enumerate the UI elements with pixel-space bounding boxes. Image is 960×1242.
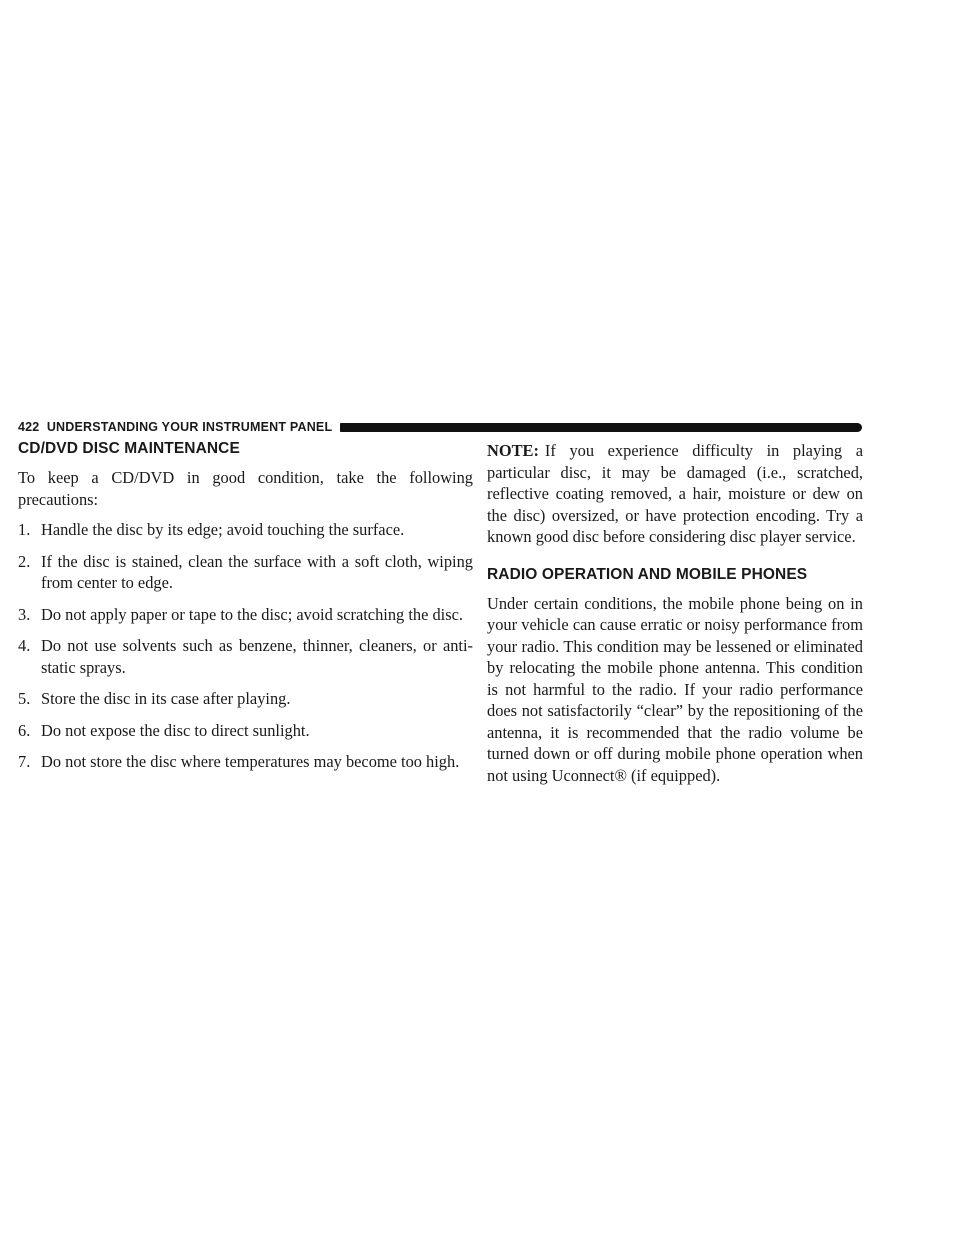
list-item — [18, 519, 473, 541]
list-item-number: 6. — [18, 720, 31, 740]
list-item-text: Do not apply paper or tape to the disc; avoid scratching the disc. — [41, 604, 463, 624]
list-item — [18, 635, 473, 678]
page-header — [18, 418, 862, 436]
list-item — [18, 751, 473, 773]
list-item-number: 3. — [18, 604, 31, 624]
note-text: If you experience difficulty in playing a particular disc, it may be damaged (i.e., scratched, reflective coating removed, a hair, moisture or dew on the disc) oversized, or have protection encoding. Try a known good disc before considering disc player service. — [487, 441, 863, 546]
list-item — [18, 551, 473, 594]
list-item-number: 4. — [18, 636, 31, 655]
left-column — [18, 440, 473, 783]
list-item-number: 2. — [18, 551, 31, 571]
page-number: 422 — [18, 420, 40, 434]
list-item — [18, 604, 473, 626]
header-rule — [340, 423, 862, 432]
note-paragraph — [487, 440, 863, 548]
list-item — [18, 720, 473, 742]
list-item — [18, 688, 473, 710]
list-item-text: Store the disc in its case after playing. — [41, 689, 291, 708]
list-item-text: Do not use solvents such as benzene, thinner, cleaners, or anti-static sprays. — [41, 636, 473, 677]
radio-mobile-body: Under certain conditions, the mobile phone being on in your vehicle can cause erratic or noisy performance from your radio. This condition may be lessened or eliminated by relocating the mobile phone antenna. This condition is not harmful to the radio. If your radio performance does not satisfactorily “clear” by the repositioning of the antenna, it is recommended that the radio volume be turned down or off during mobile phone operation when not using Uconnect® (if equipped). — [487, 593, 863, 785]
list-item-text: Do not expose the disc to direct sunlight. — [41, 720, 310, 740]
list-item-text: Do not store the disc where temperatures may become too high. — [41, 752, 460, 771]
list-item-number: 5. — [18, 689, 31, 708]
list-item-number: 7. — [18, 752, 31, 771]
note-label: NOTE: — [487, 441, 539, 460]
page-header-text — [18, 420, 340, 434]
cd-dvd-heading: CD/DVD DISC MAINTENANCE — [18, 440, 240, 457]
list-item-text: Handle the disc by its edge; avoid touching the surface. — [41, 520, 405, 539]
radio-mobile-heading: RADIO OPERATION AND MOBILE PHONES — [487, 565, 808, 583]
precautions-list — [18, 519, 473, 773]
cd-dvd-intro: To keep a CD/DVD in good condition, take the following precautions: — [18, 468, 473, 509]
section-title: UNDERSTANDING YOUR INSTRUMENT PANEL — [46, 420, 333, 434]
list-item-text: If the disc is stained, clean the surface with a soft cloth, wiping from center to edge. — [41, 551, 473, 592]
list-item-number: 1. — [18, 520, 31, 539]
right-column — [487, 440, 863, 795]
